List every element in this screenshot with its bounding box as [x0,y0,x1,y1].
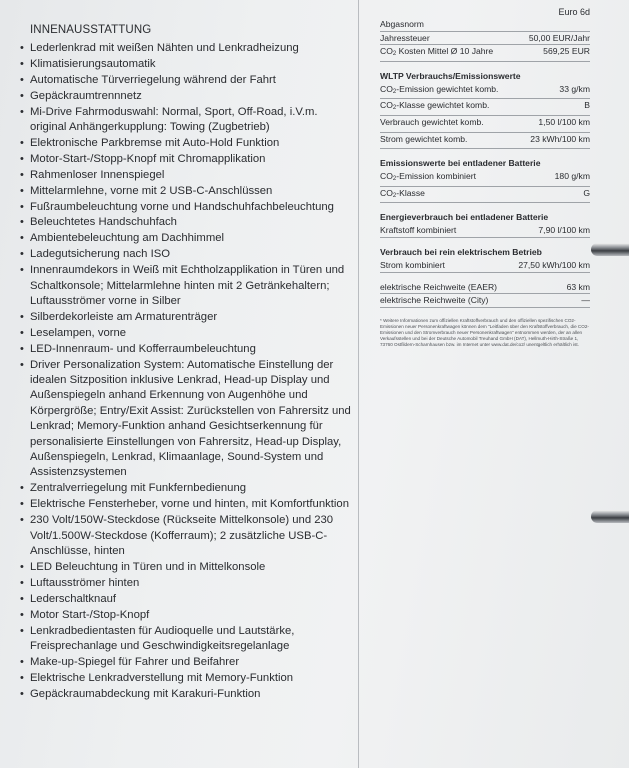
emissions-column [380,6,590,348]
wltp-heading: WLTP Verbrauchs/Emissionswerte [380,70,521,81]
value-row [380,294,590,308]
feature-item: • Elektronische Parkbremse mit Auto-Hold Funktion [18,136,353,151]
feature-item: • LED Beleuchtung in Türen und in Mittelkonsole [18,560,353,575]
feature-item: • Lederschaltknauf [18,592,353,607]
row-label: Kraftstoff kombiniert [380,225,457,236]
row-label: elektrische Reichweite (City) [380,295,489,306]
feature-item: • Mi-Drive Fahrmoduswahl: Normal, Sport, Off-Road, i.V.m. original Anhängerkupplung: Towing (Zugbetrieb) [18,105,353,136]
annual-tax-label: Jahressteuer [380,32,430,43]
discharged-table [380,170,590,203]
feature-item: • Driver Personalization System: Automatische Einstellung der idealen Sitzposition inklusive Lenkrad, Head-up Display und Außenspiegeln anhand Erkennung von Augenhöhe und Körpergröße; Entry/Exit Assist: Zurückstellen von Fahrersitz und Lenkrad; Memory-Funktion anhand Gesichtserkennung für personalisierte Einstellungen von Fahrersitz, Head-up Display, Außenspiegeln, Lenkrad, Klimaanlage, Sound-System und Assistenzsystemen [18,358,353,481]
row-label: Strom gewichtet komb. [380,133,468,144]
row-value: G [583,187,590,198]
feature-item: • Luftausströmer hinten [18,576,353,591]
row-value: B [584,100,590,111]
feature-item: • Motor-Start-/Stopp-Knopf mit Chromapplikation [18,152,353,167]
row-label: Verbrauch gewichtet komb. [380,116,484,127]
value-row [380,83,590,100]
value-row [380,133,590,150]
value-row [380,259,590,273]
feature-item: • 230 Volt/150W-Steckdose (Rückseite Mittelkonsole) und 230 Volt/1.500W-Steckdose (Kofferraum); 2 zusätzliche USB-C-Anschlüsse, hinten [18,513,353,559]
row-label: $CO_2$-Emission kombiniert [380,171,476,183]
emission-standard-label: Abgasnorm [380,19,424,29]
co2-cost-value: 569,25 EUR [543,46,590,57]
electric-heading: Verbrauch bei rein elektrischem Betrieb [380,246,542,257]
wltp-table [380,83,590,149]
feature-item: • Lenkradbedientasten für Audioquelle und Lautstärke, Freisprechanlage und Geschwindigkeitsregelanlage [18,624,353,655]
row-value: 7,90 l/100 km [538,225,590,236]
range-table [380,281,590,308]
value-row [380,281,590,295]
electric-table [380,259,590,273]
feature-item: • Fußraumbeleuchtung vorne und Handschuhfachbeleuchtung [18,200,353,215]
value-row [380,116,590,133]
value-row [380,224,590,238]
row-value: 33 g/km [559,83,590,94]
feature-item: • Silberdekorleiste am Armaturenträger [18,310,353,325]
feature-item: • Innenraumdekors in Weiß mit Echtholzapplikation in Türen und Schaltkonsole; Mittelarmlehne hinten mit 2 Getränkehaltern; Luftausströmer vorne in Silber [18,263,353,309]
value-row [380,170,590,187]
section-title: INNENAUSSTATTUNG [30,24,152,36]
row-value: 180 g/km [554,171,590,182]
feature-item: • Elektrische Fensterheber, vorne und hinten, mit Komfortfunktion [18,497,353,512]
co2-cost-row [380,45,590,62]
row-label: elektrische Reichweite (EAER) [380,281,498,292]
binder-ring [591,510,629,523]
feature-item: • Leselampen, vorne [18,326,353,341]
binder-ring [591,243,629,256]
value-row [380,187,590,204]
row-label: $CO_2$-Klasse [380,187,425,199]
feature-item: • Make-up-Spiegel für Fahrer und Beifahrer [18,655,353,670]
value-row [380,99,590,116]
feature-item: • Ambientebeleuchtung am Dachhimmel [18,231,353,246]
feature-item: • LED-Innenraum- und Kofferraumbeleuchtung [18,342,353,357]
column-divider [358,0,359,768]
feature-item: • Ladegutsicherung nach ISO [18,247,353,262]
row-label: $CO_2$-Emission gewichtet komb. [380,83,499,95]
row-value: — [581,295,590,306]
row-value: 63 km [566,281,590,292]
feature-item: • Automatische Türverriegelung während der Fahrt [18,73,353,88]
fine-print: * Weitere Informationen zum offiziellen Kraftstoffverbrauch und den offiziellen spezifischen CO2-Emissionen neuer Personenkraftwagen können dem "Leitfaden über den Kraftstoffverbrauch, die CO2-Emissionen und den Stromverbrauch neuer Personenkraftwagen" entnommen werden, der an allen Verkaufsstellen und bei der Deutsche Automobil Treuhand GmbH (DAT), Hellmuth-Hirth-Straße 1, 73760 Ostfildern-Scharnhausen bzw. im Internet unter www.dat.de/co2/ unentgeltlich erhältlich ist. [380,317,589,347]
feature-item: • Klimatisierungsautomatik [18,57,353,72]
annual-tax-row [380,32,590,46]
energy-table [380,224,590,238]
row-value: 27,50 kWh/100 km [518,259,590,270]
discharged-heading: Emissionswerte bei entladener Batterie [380,158,541,169]
energy-heading: Energieverbrauch bei entladener Batterie [380,212,549,223]
feature-item: • Lederlenkrad mit weißen Nähten und Lenkradheizung [18,41,353,56]
feature-item: • Motor Start-/Stop-Knopf [18,608,353,623]
row-value: 23 kWh/100 km [530,133,590,144]
row-label: $CO_2$-Klasse gewichtet komb. [380,100,490,112]
row-value: 1,50 l/100 km [538,116,590,127]
feature-list [18,41,353,702]
co2-cost-label: $CO_2$ Kosten Mittel Ø 10 Jahre [380,46,494,58]
feature-item: • Mittelarmlehne, vorne mit 2 USB-C-Anschlüssen [18,184,353,199]
annual-tax-value: 50,00 EUR/Jahr [528,32,590,43]
interior-equipment-column [18,24,353,703]
emission-standard-row [380,18,590,32]
feature-item: • Zentralverriegelung mit Funkfernbedienung [18,481,353,496]
feature-item: • Gepäckraumabdeckung mit Karakuri-Funktion [18,687,353,702]
feature-item: • Rahmenloser Innenspiegel [18,168,353,183]
feature-item: • Elektrische Lenkradverstellung mit Memory-Funktion [18,671,353,686]
feature-item: • Gepäckraumtrennnetz [18,89,353,104]
feature-item: • Beleuchtetes Handschuhfach [18,215,353,230]
row-label: Strom kombiniert [380,259,445,270]
emission-standard-value: Euro 6d [558,7,590,17]
